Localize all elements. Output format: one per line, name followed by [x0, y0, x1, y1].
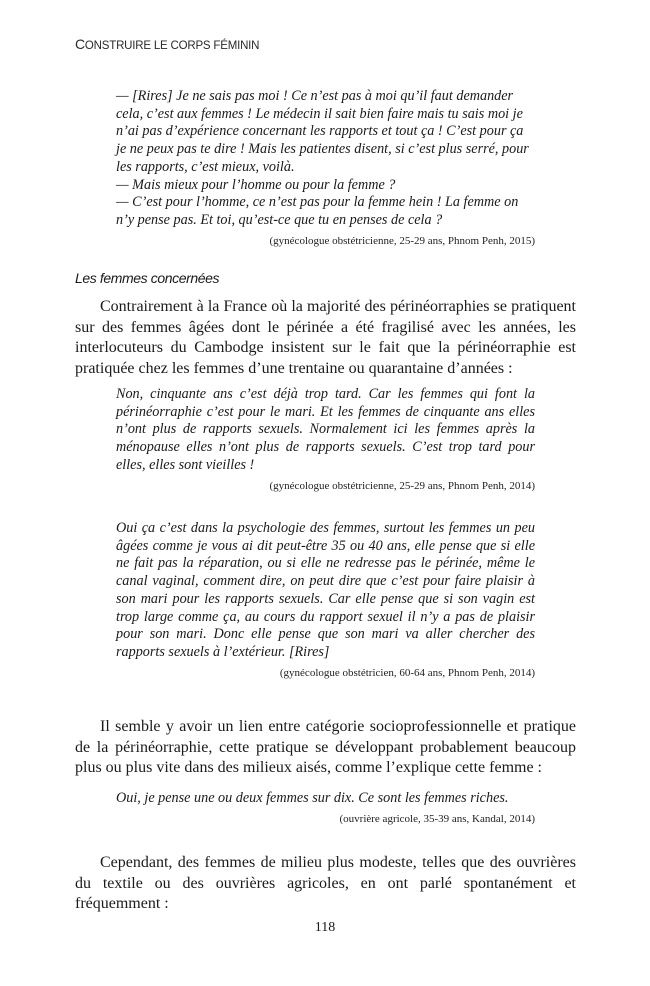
- running-header-title: ONSTRUIRE LE CORPS FÉMININ: [84, 40, 260, 52]
- quote-1-line: — [Rires] Je ne sais pas moi ! Ce n’est pas à moi qu’il faut demander: [116, 88, 514, 104]
- paragraph-2: Il semble y avoir un lien entre catégorie socioprofessionnelle et pratique de la périnéorraphie, cette pratique se développant probablement beaucoup plus ou plus vite dans des milieux aisés, comme l’explique cette femme :: [75, 718, 576, 776]
- quote-3-citation: (gynécologue obstétricien, 60-64 ans, Phnom Penh, 2014): [279, 666, 535, 679]
- quote-block-2: [116, 386, 535, 492]
- running-header: [75, 36, 259, 52]
- quote-1-line: — Mais mieux pour l’homme ou pour la femme ?: [116, 176, 396, 193]
- quote-2-text: Non, cinquante ans c’est déjà trop tard. Car les femmes qui font la périnéorraphie c’est pour le mari. Et les femmes de cinquante ans elles n’ont plus de rapports sexuels. Normalement ici les femmes après la ménopause elles n’ont plus de rapports sexuels. C’est trop tard pour elles, elles sont vieilles !: [116, 386, 535, 473]
- quote-1-citation: (gynécologue obstétricienne, 25-29 ans, Phnom Penh, 2015): [269, 234, 535, 247]
- paragraph-1: Contrairement à la France où la majorité des périnéorraphies se pratiquent sur des femmes âgées dont le périnée a été fragilisé avec les années, les interlocuteurs du Cambodge insistent sur le fait que la périnéorraphie est pratiquée chez les femmes d’une trentaine ou quarantaine d’années :: [75, 298, 576, 377]
- quote-2-citation: (gynécologue obstétricienne, 25-29 ans, Phnom Penh, 2014): [269, 479, 535, 492]
- running-header-initial: C: [75, 36, 85, 52]
- quote-1-line: les rapports, c’est mieux, voilà.: [116, 158, 295, 175]
- page-number: 118: [314, 920, 336, 935]
- quote-1-line: — C’est pour l’homme, ce n’est pas pour la femme hein ! La femme on: [116, 194, 519, 211]
- quote-1-line: je ne peux pas te dire ! Mais les patientes disent, si c’est plus serré, pour: [116, 141, 529, 158]
- quote-1-line: n’ai pas d’expérience concernant les rapports et tout ça ! C’est pour ça: [116, 123, 524, 140]
- quote-4-text: Oui, je pense une ou deux femmes sur dix. Ce sont les femmes riches.: [116, 790, 509, 806]
- quote-3-text: Oui ça c’est dans la psychologie des femmes, surtout les femmes un peu âgées comme je vous ai dit peut-être 35 ou 40 ans, elle pense que si elle ne fait pas la réparation, ou si elle ne redresse pas le périnée, même le canal vaginal, comment dire, on peut dire que c’est pour faire plaisir à son mari pour les rapports sexuels. Car elle pense que si son vagin est trop large comme ça, au cours du rapport sexuel il n’y a pas de plaisir pour son mari. Donc elle pense que son mari va aller chercher des rapports sexuels à l’extérieur. [Rires]: [116, 520, 535, 660]
- quote-1-text: [116, 88, 535, 230]
- quote-block-1: [116, 88, 535, 247]
- quote-1-line: n’y pense pas. Et toi, qu’est-ce que tu en penses de cela ?: [116, 211, 443, 228]
- quote-block-4: [116, 790, 535, 825]
- quote-4-citation: (ouvrière agricole, 35-39 ans, Kandal, 2014): [339, 812, 535, 825]
- quote-1-line: cela, c’est aux femmes ! Le médecin il sait bien faire mais tu sais moi je: [116, 105, 523, 122]
- paragraph-3: Cependant, des femmes de milieu plus modeste, telles que des ouvrières du textile ou des ouvrières agricoles, en ont parlé spontanément et fréquemment :: [75, 854, 576, 912]
- quote-block-3: [116, 520, 535, 679]
- section-subheading: Les femmes concernées: [75, 270, 220, 286]
